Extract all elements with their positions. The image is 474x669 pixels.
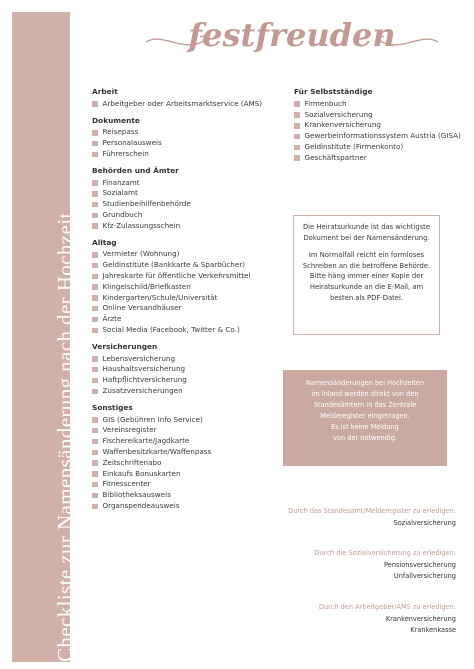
checkbox-icon[interactable] xyxy=(92,180,98,186)
responsibility-note xyxy=(270,548,456,583)
checklist-item-label: Führerschein xyxy=(102,148,149,158)
checkbox-icon[interactable] xyxy=(92,450,98,456)
checklist-item-label: Einkaufs Bonuskarten xyxy=(102,468,181,478)
right-checklist-column xyxy=(294,87,464,170)
checklist-item-label: Grundbuch xyxy=(102,209,143,219)
checkbox-icon[interactable] xyxy=(92,101,98,107)
checklist-item[interactable] xyxy=(92,314,282,325)
checklist-item-label: Reisepass xyxy=(102,127,139,137)
checklist-item-label: Zusatzversicherungen xyxy=(102,385,183,395)
checkbox-icon[interactable] xyxy=(294,145,300,151)
info-line: Namensänderungen bei Hochzeiten xyxy=(305,379,425,387)
checkbox-icon[interactable] xyxy=(92,317,98,323)
checkbox-icon[interactable] xyxy=(92,439,98,445)
checklist-item[interactable] xyxy=(294,131,464,142)
section-title: Für Selbstständige xyxy=(294,87,373,96)
checklist-item-label: Geldinstitute (Bankkarte & Sparbücher) xyxy=(102,260,246,270)
checklist-item[interactable] xyxy=(294,99,464,110)
checklist-item-label: Waffenbesitzkarte/Waffenpass xyxy=(102,446,212,456)
checkbox-icon[interactable] xyxy=(92,460,98,466)
checklist-item[interactable] xyxy=(92,293,282,304)
checklist-item[interactable] xyxy=(294,110,464,121)
note-paragraph-2: Im Normalfall reicht ein formloses Schreiben an die betroffene Behörde. Bitte häng immer einer Kopie der Heiratsurkunde an die E-Mail, am besten als PDF-Datei. xyxy=(302,251,431,302)
checkbox-icon[interactable] xyxy=(92,141,98,147)
checklist-item-label: Ärzte xyxy=(102,314,122,324)
checkbox-icon[interactable] xyxy=(92,493,98,499)
checklist-item[interactable] xyxy=(92,425,282,436)
section-title: Versicherungen xyxy=(92,341,158,351)
checklist-item[interactable] xyxy=(92,149,282,160)
checklist-item[interactable] xyxy=(92,501,282,512)
info-line: Es ist keine Meldung xyxy=(331,423,399,431)
info-line: Melderegister eingetragen. xyxy=(320,412,410,420)
checkbox-icon[interactable] xyxy=(92,295,98,301)
checklist-item[interactable] xyxy=(92,178,282,189)
checkbox-icon[interactable] xyxy=(92,504,98,510)
note-paragraph-1: Die Heiratsurkunde ist das wichtigste Dokument bei der Namensänderung. xyxy=(302,223,431,242)
checklist-item[interactable] xyxy=(294,153,464,164)
checklist-item-label: Vermieter (Wohnung) xyxy=(102,249,180,259)
checklist-item[interactable] xyxy=(92,386,282,397)
section-title: Alltag xyxy=(92,237,117,247)
checkbox-icon[interactable] xyxy=(92,130,98,136)
section-title: Dokumente xyxy=(92,115,140,125)
note-item: Pensionsversicherung xyxy=(384,560,456,569)
checklist-item-label: GIS (Gebühren Info Service) xyxy=(102,414,203,424)
checklist-item-label: Organspendeausweis xyxy=(102,500,180,510)
checkbox-icon[interactable] xyxy=(92,252,98,258)
festfreuden-logo xyxy=(142,6,442,68)
note-heading: Durch die Sozialversicherung zu erledigen: xyxy=(314,549,456,557)
checklist-item-label: Sozialamt xyxy=(102,188,138,198)
section-title: Arbeit xyxy=(92,87,118,96)
checklist-item[interactable] xyxy=(92,138,282,149)
checklist-item-label: Studienbeihilfenbehörde xyxy=(102,199,191,209)
note-item: Krankenversicherung xyxy=(385,614,456,623)
checklist-item-label: Geschäftspartner xyxy=(304,152,367,162)
checklist-item[interactable] xyxy=(92,303,282,314)
note-item: Sozialversicherung xyxy=(393,518,456,527)
checkbox-icon[interactable] xyxy=(294,112,300,118)
note-heading: Durch das Standesamt/Melderegister zu erledigen: xyxy=(288,507,456,515)
checkbox-icon[interactable] xyxy=(92,263,98,269)
checklist-item-label: Haushaltsversicherung xyxy=(102,364,186,374)
checklist-item[interactable] xyxy=(92,99,282,110)
checkbox-icon[interactable] xyxy=(92,284,98,290)
checklist-item[interactable] xyxy=(92,325,282,336)
checkbox-icon[interactable] xyxy=(92,223,98,229)
checklist-item-label: Online Versandhäuser xyxy=(102,303,182,313)
checklist-item[interactable] xyxy=(92,490,282,501)
checkbox-icon[interactable] xyxy=(92,471,98,477)
checklist-item[interactable] xyxy=(92,415,282,426)
left-checklist-column xyxy=(92,87,282,518)
info-note-box xyxy=(293,215,440,335)
registry-info-box xyxy=(283,370,447,466)
checkbox-icon[interactable] xyxy=(92,417,98,423)
checkbox-icon[interactable] xyxy=(294,155,300,161)
checklist-item-label: Lebensversicherung xyxy=(102,353,176,363)
checklist-section xyxy=(92,403,282,512)
checkbox-icon[interactable] xyxy=(92,378,98,384)
checklist-section xyxy=(92,238,282,336)
checklist-item-label: Vereinsregister xyxy=(102,425,157,435)
checklist-item-label: Arbeitgeber oder Arbeitsmarktservice (AMS) xyxy=(102,98,263,108)
checklist-item[interactable] xyxy=(294,120,464,131)
checklist-section xyxy=(92,116,282,160)
checklist-item-label: Zeitschriftenabo xyxy=(102,457,162,467)
sidebar-title: Checkliste zur Namensänderung nach der Hochzeit xyxy=(53,212,77,662)
checkbox-icon[interactable] xyxy=(294,123,300,129)
checklist-item-label: Bibliotheksausweis xyxy=(102,490,171,500)
section-title: Behörden und Ämter xyxy=(92,165,179,175)
checklist-section xyxy=(92,166,282,232)
checkbox-icon[interactable] xyxy=(92,274,98,280)
checklist-item[interactable] xyxy=(92,469,282,480)
checkbox-icon[interactable] xyxy=(92,428,98,434)
checklist-item-label: Personalausweis xyxy=(102,138,162,148)
checklist-item-label: Klingelschild/Briefkasten xyxy=(102,281,191,291)
checklist-section xyxy=(92,342,282,397)
checkbox-icon[interactable] xyxy=(92,367,98,373)
checklist-item[interactable] xyxy=(92,188,282,199)
checklist-item-label: Gewerbeinformationssystem Austria (GISA) xyxy=(304,131,461,141)
info-line: im Inland werden direkt von den xyxy=(311,390,419,398)
checkbox-icon[interactable] xyxy=(92,389,98,395)
checklist-item-label: Fitnesscenter xyxy=(102,479,151,489)
checklist-item-label: Finanzamt xyxy=(102,177,140,187)
logo-text: festfreuden xyxy=(188,16,396,54)
responsibility-note xyxy=(270,506,456,529)
responsibility-note xyxy=(270,602,456,637)
checklist-item[interactable] xyxy=(92,127,282,138)
sidebar-banner xyxy=(12,12,77,662)
checklist-item[interactable] xyxy=(92,249,282,260)
checklist-item[interactable] xyxy=(92,436,282,447)
checklist-item[interactable] xyxy=(92,221,282,232)
checklist-item[interactable] xyxy=(92,375,282,386)
info-line: Standesämtern in das Zentrale xyxy=(313,401,417,409)
checkbox-icon[interactable] xyxy=(92,152,98,158)
note-item: Krankenkasse xyxy=(410,626,456,634)
note-heading: Durch den Arbeitgeber/AMS zu erledigen: xyxy=(318,603,456,611)
checklist-item-label: Firmenbuch xyxy=(304,98,347,108)
checklist-item-label: Social Media (Facebook, Twitter & Co.) xyxy=(102,324,240,334)
checkbox-icon[interactable] xyxy=(92,328,98,334)
checklist-item[interactable] xyxy=(92,260,282,271)
checkbox-icon[interactable] xyxy=(92,202,98,208)
checklist-item-label: Haftpflichtversicherung xyxy=(102,375,187,385)
checkbox-icon[interactable] xyxy=(92,356,98,362)
checklist-item[interactable] xyxy=(92,458,282,469)
checklist-item-label: Krankenversicherung xyxy=(304,120,381,130)
checkbox-icon[interactable] xyxy=(294,101,300,107)
checkbox-icon[interactable] xyxy=(294,134,300,140)
checklist-item[interactable] xyxy=(92,282,282,293)
checklist-section xyxy=(92,87,282,110)
checklist-item[interactable] xyxy=(92,199,282,210)
checklist-item-label: Fischereikarte/Jagdkarte xyxy=(102,436,190,446)
checklist-item[interactable] xyxy=(92,210,282,221)
checklist-item-label: Sozialversicherung xyxy=(304,109,373,119)
checklist-item-label: Jahreskarte für öffentliche Verkehrsmittel xyxy=(102,270,251,280)
checklist-item-label: Geldinstitute (Firmenkonto) xyxy=(304,141,404,151)
checkbox-icon[interactable] xyxy=(92,213,98,219)
checklist-item[interactable] xyxy=(92,354,282,365)
checkbox-icon[interactable] xyxy=(92,191,98,197)
checklist-item[interactable] xyxy=(92,479,282,490)
checklist-item[interactable] xyxy=(92,447,282,458)
checkbox-icon[interactable] xyxy=(92,306,98,312)
checkbox-icon[interactable] xyxy=(92,482,98,488)
info-line: von der notwendig. xyxy=(333,434,397,442)
checklist-item-label: Kfz-Zulassungsschein xyxy=(102,220,181,230)
checklist-item-label: Kindergarten/Schule/Universität xyxy=(102,292,218,302)
section-title: Sonstiges xyxy=(92,402,133,412)
checklist-item[interactable] xyxy=(92,364,282,375)
checklist-item[interactable] xyxy=(294,142,464,153)
checklist-item[interactable] xyxy=(92,271,282,282)
note-item: Unfallversicherung xyxy=(393,572,456,580)
